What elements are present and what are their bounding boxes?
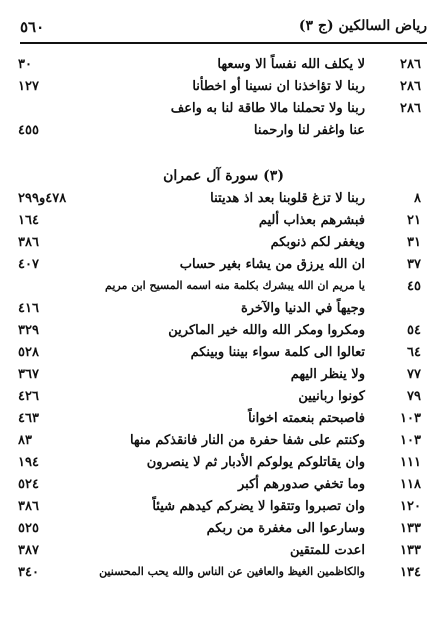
index-row — [18, 543, 421, 565]
verse-text: والكاظمين الغيظ والعافين عن الناس والله يحب المحسنين — [99, 565, 365, 578]
verse-number: ٢٨٦ — [400, 79, 421, 94]
index-row — [18, 191, 421, 213]
page-reference: ٤١٦ — [18, 301, 39, 316]
verse-text: ولا ينظر اليهم — [290, 367, 365, 382]
page-reference: ٣٢٩ — [18, 323, 39, 338]
verse-number: ٥٤ — [407, 323, 421, 338]
verse-text: ربنا ولا تحملنا مالا طاقة لنا به واعف — [170, 101, 365, 116]
running-title: رياض السالكين (ج ٣) — [298, 18, 427, 34]
page-reference: ٤٠٧ — [18, 257, 39, 272]
verse-number: ١٢٠ — [400, 499, 421, 514]
verse-text: فاصبحتم بنعمته اخواناً — [248, 411, 365, 426]
page-reference: ٤٢٦ — [18, 389, 39, 404]
index-row — [18, 433, 421, 455]
verse-number: ١٠٣ — [400, 411, 421, 426]
verse-text: ربنا لا تزغ قلوبنا بعد اذ هديتنا — [210, 191, 365, 206]
verse-number: ٣١ — [407, 235, 421, 250]
verse-text: يا مريم ان الله يبشرك بكلمة منه اسمه المسيح ابن مريم — [105, 279, 365, 292]
index-row — [18, 565, 421, 587]
verse-number: ٢٨٦ — [400, 57, 421, 72]
verse-number: ١١١ — [400, 455, 421, 470]
verse-number: ٧٧ — [407, 367, 421, 382]
verse-text: ربنا لا تؤاخذنا ان نسينا أو اخطأنا — [192, 79, 365, 94]
verse-number: ٢١ — [407, 213, 421, 228]
page-reference: ٥٢٥ — [18, 521, 39, 536]
index-row — [18, 57, 421, 79]
page-reference: ٣٦٧ — [18, 367, 39, 382]
verse-text: وما تخفي صدورهم أكبر — [237, 477, 365, 492]
verse-text: وان يقاتلوكم يولوكم الأدبار ثم لا ينصرون — [146, 455, 365, 470]
page-reference: ٣٠ — [18, 57, 32, 72]
page-reference: ٣٤٠ — [18, 565, 39, 580]
verse-text: وان تصبروا وتتقوا لا يضركم كيدهم شيئاً — [152, 499, 365, 514]
index-row — [18, 257, 421, 279]
index-row — [18, 521, 421, 543]
verse-number: ١٣٤ — [400, 565, 421, 580]
verse-text: وجيهاً في الدنيا والآخرة — [240, 301, 365, 316]
verse-text: ان الله يرزق من يشاء بغير حساب — [179, 257, 365, 272]
verse-text: لا يكلف الله نفساً الا وسعها — [217, 57, 365, 72]
page-reference: ٥٢٨ — [18, 345, 39, 360]
page-header — [20, 14, 427, 44]
verse-number: ١٣٣ — [400, 543, 421, 558]
page-reference: ٤٥٥ — [18, 123, 39, 138]
index-row — [18, 213, 421, 235]
section-heading: (٣) سورة آل عمران — [163, 168, 284, 184]
page-reference: ٣٨٧ — [18, 543, 39, 558]
index-row — [18, 279, 421, 301]
page-reference: ٤٧٨و٢٩٩ — [18, 191, 67, 206]
verse-number: ٢٨٦ — [400, 101, 421, 116]
index-row — [18, 323, 421, 345]
verse-number: ٤٥ — [407, 279, 421, 294]
index-row — [18, 79, 421, 101]
verse-text: اعدت للمتقين — [289, 543, 365, 558]
index-row — [18, 499, 421, 521]
index-row — [18, 367, 421, 389]
index-row — [18, 345, 421, 367]
page-reference: ٨٣ — [18, 433, 32, 448]
page-reference: ٥٢٤ — [18, 477, 39, 492]
index-row — [18, 301, 421, 323]
verse-text: تعالوا الى كلمة سواء بيننا وبينكم — [190, 345, 365, 360]
index-row — [18, 389, 421, 411]
page-reference: ١٩٤ — [18, 455, 39, 470]
index-row — [18, 123, 421, 145]
verse-number: ٦٤ — [407, 345, 421, 360]
page-reference: ١٢٧ — [18, 79, 39, 94]
index-row — [18, 235, 421, 257]
page-number: ٥٦٠ — [20, 18, 45, 36]
index-row — [18, 411, 421, 433]
index-row — [18, 101, 421, 123]
verse-text: وسارعوا الى مغفرة من ربكم — [206, 521, 365, 536]
verse-number: ٣٧ — [407, 257, 421, 272]
verse-number: ١٣٣ — [400, 521, 421, 536]
verse-text: فبشرهم بعذاب أليم — [258, 213, 365, 228]
verse-text: عنا واغفر لنا وارحمنا — [253, 123, 365, 138]
verse-number: ٨ — [414, 191, 421, 206]
page-reference: ١٦٤ — [18, 213, 39, 228]
page-reference: ٣٨٦ — [18, 499, 39, 514]
verse-number: ١١٨ — [400, 477, 421, 492]
verse-text: وكنتم على شفا حفرة من النار فانقذكم منها — [129, 433, 365, 448]
index-row — [18, 477, 421, 499]
verse-text: ويغفر لكم ذنوبكم — [270, 235, 365, 250]
verse-text: كونوا ربانيين — [298, 389, 365, 404]
page-reference: ٤٦٣ — [18, 411, 39, 426]
page-reference: ٣٨٦ — [18, 235, 39, 250]
verse-number: ١٠٣ — [400, 433, 421, 448]
verse-number: ٧٩ — [407, 389, 421, 404]
verse-text: ومكروا ومكر الله والله خير الماكرين — [168, 323, 365, 338]
index-row — [18, 455, 421, 477]
